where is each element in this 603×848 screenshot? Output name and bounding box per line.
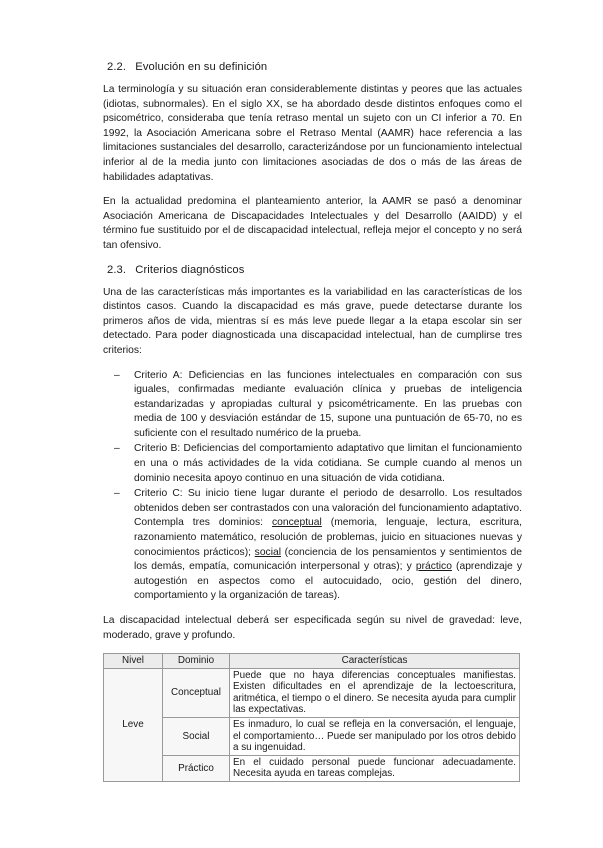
description-cell: Es inmaduro, lo cual se refleja en la conversación, el lenguaje, el comportamiento… Puede ser manipulado por los otros debido a su ingenuidad. [230,718,520,756]
criterion-a-text: Criterio A: Deficiencias en las funciones intelectuales en comparación con sus iguales, confirmadas mediante evaluación clínica y pruebas de inteligencia estandarizadas y apropiadas cultural y psicométricamente. En las pruebas con media de 100 y desviación estándar de 15, supone una puntuación de 65-70, no es suficiente con el resultado numérico de la prueba. [134,369,522,439]
term-conceptual: conceptual [271,517,322,529]
header-caracteristicas: Características [230,654,520,669]
section-number: 2.2. [107,61,127,73]
description-cell: Puede que no haya diferencias conceptuales manifiestas. Existen dificultades en el aprendizaje de la lectoescritura, aritmética, el tiempo o el dinero. Se necesita ayuda para cumplir las expectativas. [230,668,520,717]
section-title: Criterios diagnósticos [135,263,245,276]
table-row [104,755,520,781]
table-row [104,668,520,717]
criteria-list [103,369,522,605]
criterion-b [103,442,522,486]
criterion-a [103,369,522,442]
criterion-b-text: Criterio B: Deficiencias del comportamiento adaptativo que limitan el funcionamiento en una o más actividades de la vida cotidiana. Se cumple cuando al menos un dominio necesita apoyo continuo en una situación de vida cotidiana. [134,443,522,484]
term-practico: práctico [415,561,452,573]
domain-cell: Práctico [163,755,230,781]
domain-cell: Conceptual [163,668,230,717]
table-header-row [104,654,520,669]
section-heading-2-3 [107,264,522,276]
table-row [104,718,520,756]
paragraph-severity: La discapacidad intelectual deberá ser especificada según su nivel de gravedad: leve, moderado, grave y profundo. [103,615,522,641]
list-dash: – [114,443,120,455]
domain-cell: Social [163,718,230,756]
list-dash: – [114,369,120,381]
level-cell: Leve [104,668,163,781]
section-heading-2-2 [107,61,522,73]
paragraph-terminology: La terminología y su situación eran considerablemente distintas y peores que las actuales (idiotas, subnormales). En el siglo XX, se ha abordado desde distintos enfoques como el psicométrico, consideraba que tenía retraso mental un sujeto con un CI inferior a 70. En 1992, la Asociación Americana sobre el Retraso Mental (AAMR) hace referencia a las limitaciones sustanciales del desarrollo, caracterizándose por un funcionamiento intelectual inferior al de la media junto con limitaciones asociadas de dos o más de las áreas de habilidades adaptativas. [103,84,522,183]
section-number: 2.3. [107,263,127,276]
header-nivel: Nivel [104,654,163,669]
description-cell: En el cuidado personal puede funcionar adecuadamente. Necesita ayuda en tareas complejas. [230,755,520,781]
header-dominio: Dominio [163,654,230,669]
criterion-c-text-3: (conciencia de los pensamientos y sentimientos de los demás, empatía, comunicación interpersonal y otras); y [134,546,522,573]
criterion-c-text-4: (aprendizaje y autogestión en aspectos como el autocuidado, ocio, gestión del dinero, comportamiento y la organización de tareas). [134,561,522,602]
term-social: social [254,546,281,558]
criterion-c-text-1: Criterio C: Su inicio tiene lugar durante el periodo de desarrollo. Los resultados obtenidos deben ser contrastados con una valoración del funcionamiento adaptativo. Contempla tres dominios: [134,488,522,529]
severity-table [103,653,520,782]
section-title: Evolución en su definición [135,61,268,73]
paragraph-criteria-intro: Una de las características más importantes es la variabilidad en las características de los distintos casos. Cuando la discapacidad es más grave, puede detectarse durante los primeros años de vida, mientras sí es más leve puede llegar a la etapa escolar sin ser detectado. Para poder diagnosticada una discapacidad intelectual, han de cumplirse tres criterios: [103,286,522,356]
criterion-c [103,487,522,604]
criterion-c-text-2: (memoria, lenguaje, lectura, escritura, razonamiento matemático, resolución de problemas, juicio en situaciones nuevas y conocimientos prácticos); [134,517,522,558]
paragraph-aaidd: En la actualidad predomina el planteamiento anterior, la AAMR se pasó a denominar Asociación Americana de Discapacidades Intelectuales y del Desarrollo (AAIDD) y el término fue sustituido por el de discapacidad intelectual, refleja mejor el concepto y no será tan ofensivo. [103,196,522,251]
list-dash: – [114,488,120,500]
